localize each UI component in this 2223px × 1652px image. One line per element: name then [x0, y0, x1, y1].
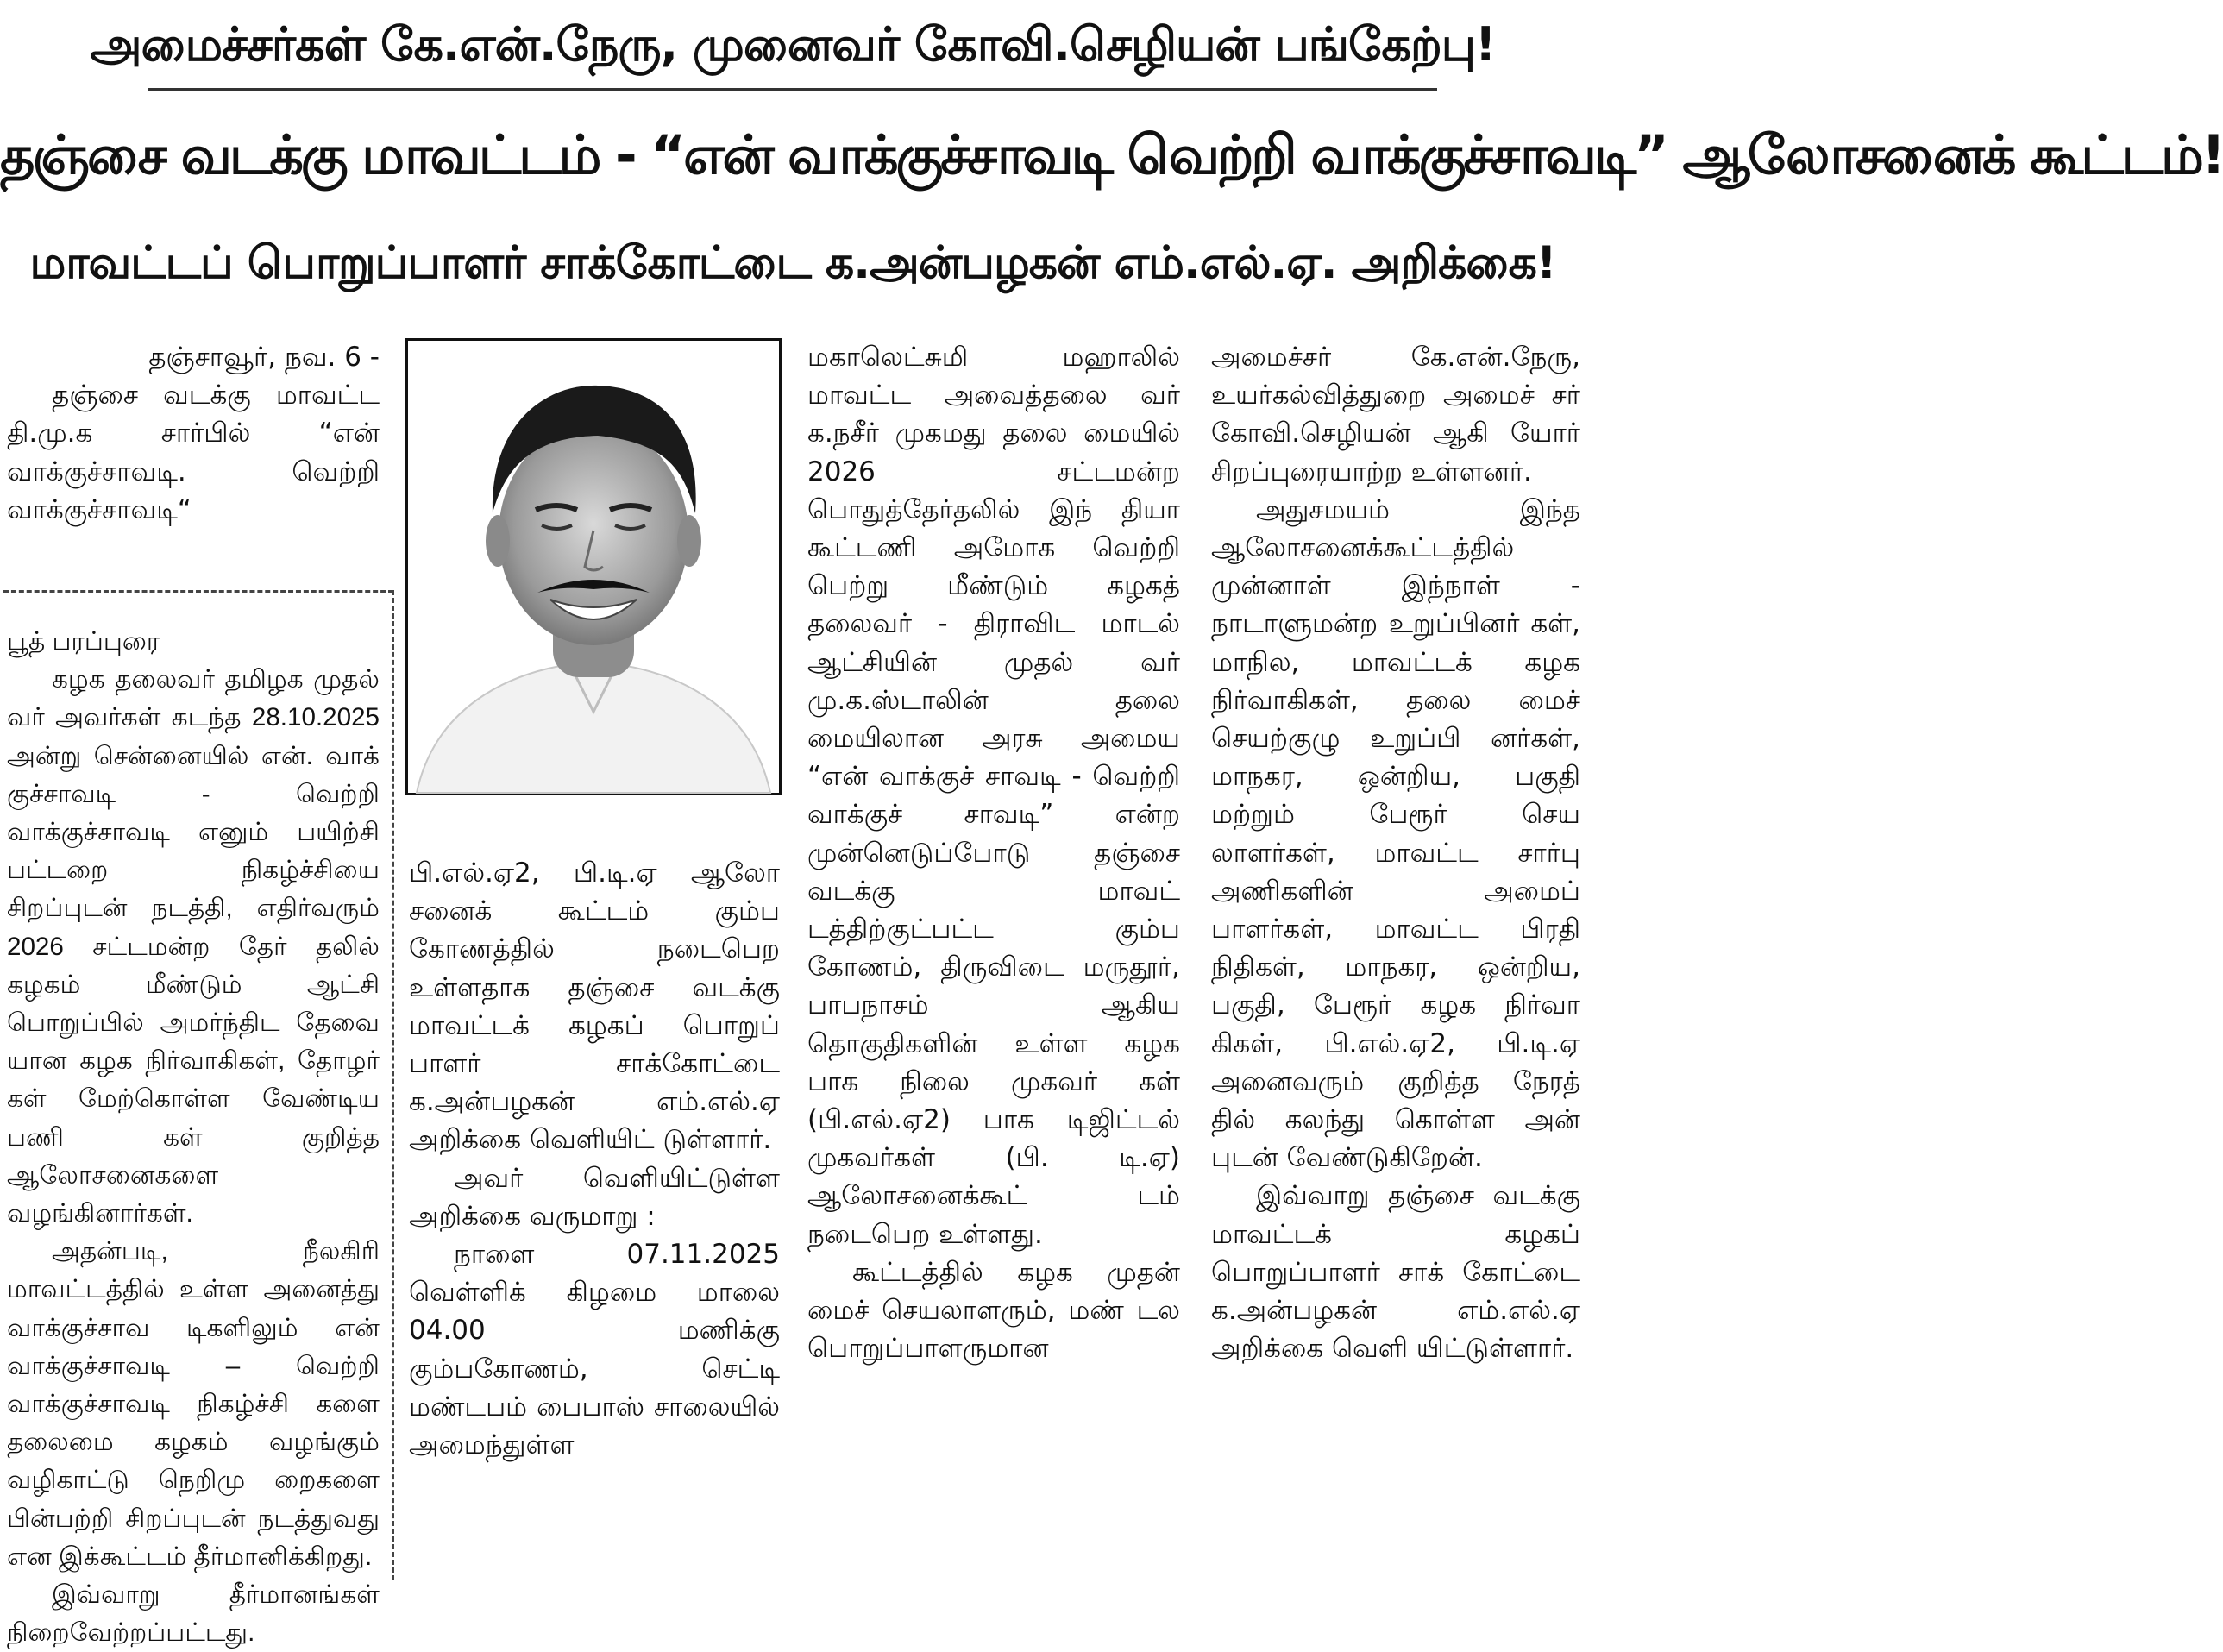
column-3-paragraph: கூட்டத்தில் கழக முதன் மைச் செயலாளரும், மண் டல பொறுப்பாளருமான: [807, 1256, 1180, 1365]
column-1-intro: [7, 338, 380, 564]
headline-rule: [148, 88, 1437, 91]
box-paragraph: இவ்வாறு தீர்மானங்கள் நிறைவேற்றப்பட்டது.: [7, 1580, 380, 1648]
column-4-paragraph: இவ்வாறு தஞ்சை வடக்கு மாவட்டக் கழகப் பொறுப்பாளர் சாக் கோட்டை க.அன்பழகன் எம்.எல்.ஏ அறிக்கை வெளி யிட்டுள்ளார்.: [1211, 1180, 1580, 1365]
box-divider-vertical: [392, 590, 394, 1580]
column-4: [1211, 338, 1580, 1579]
kicker-headline: அமைச்சர்கள் கே.என்.நேரு, முனைவர் கோவி.செழியன் பங்கேற்பு!: [90, 17, 1496, 72]
box-paragraph: அதன்படி, நீலகிரி மாவட்டத்தில் உள்ள அனைத்து வாக்குச்சாவ டிகளிலும் என் வாக்குச்சாவடி – வெற்றி வாக்குச்சாவடி நிகழ்ச்சி களை தலைமை கழகம் வழங்கும் வழிகாட்டு நெறிமு றைகளை பின்பற்றி சிறப்புடன் நடத்துவது என இக்கூட்டம் தீர்மானிக்கிறது.: [7, 1237, 380, 1571]
column-2-paragraph: பி.எல்.ஏ2, பி.டி.ஏ ஆலோ சனைக் கூட்டம் கும்ப கோணத்தில் நடைபெற உள்ளதாக தஞ்சை வடக்கு மாவட்டக் கழகப் பொறுப் பாளர் சாக்கோட்டை க.அன்பழகன் எம்.எல்.ஏ அறிக்கை வெளியிட் டுள்ளார்.: [409, 857, 780, 1156]
box-paragraph: கழக தலைவர் தமிழக முதல் வர் அவர்கள் கடந்த 28.10.2025 அன்று சென்னையில் என். வாக் குச்சாவடி - வெற்றி வாக்குச்சாவடி எனும் பயிற்சி பட்டறை நிகழ்ச்சியை சிறப்புடன் நடத்தி, எதிர்வரும் 2026 சட்டமன்ற தேர் தலில் கழகம் மீண்டும் ஆட்சி பொறுப்பில் அமர்ந்திட தேவை யான கழக நிர்வாகிகள், தோழர் கள் மேற்கொள்ள வேண்டிய பணி கள் குறித்த ஆலோசனைகளை வழங்கினார்கள்.: [7, 665, 380, 1228]
column-2-paragraph: நாளை 07.11.2025 வெள்ளிக் கிழமை மாலை 04.00 மணிக்கு கும்பகோணம், செட்டி மண்டபம் பைபாஸ் சாலையில் அமைந்துள்ள: [409, 1239, 780, 1461]
sub-headline: மாவட்டப் பொறுப்பாளர் சாக்கோட்டை க.அன்பழகன் எம்.எல்.ஏ. அறிக்கை!: [29, 237, 1556, 289]
dateline: தஞ்சாவூர், நவ. 6 -: [148, 342, 380, 373]
box-divider-horizontal: [3, 590, 393, 593]
column-4-paragraph: அமைச்சர் கே.என்.நேரு, உயர்கல்வித்துறை அமைச் சர் கோவி.செழியன் ஆகி யோர் சிறப்புரையாற்ற உள்ளனர்.: [1211, 342, 1580, 487]
box-subheading: பூத் பரப்புரை: [7, 627, 160, 656]
column-4-paragraph: அதுசமயம் இந்த ஆலோசனைக்கூட்டத்தில் முன்னாள் இந்நாள் - நாடாளுமன்ற உறுப்பினர் கள், மாநில, மாவட்டக் கழக நிர்வாகிகள், தலை மைச் செயற்குழு உறுப்பி னர்கள், மாநகர, ஒன்றிய, பகுதி மற்றும் பேரூர் செய லாளர்கள், மாவட்ட சார்பு அணிகளின் அமைப் பாளர்கள், மாவட்ட பிரதி நிதிகள், மாநகர, ஒன்றிய, பகுதி, பேரூர் கழக நிர்வா கிகள், பி.எல்.ஏ2, பி.டி.ஏ அனைவரும் குறித்த நேரத் தில் கலந்து கொள்ள அன் புடன் வேண்டுகிறேன்.: [1211, 493, 1580, 1174]
intro-paragraph: தஞ்சை வடக்கு மாவட்ட தி.மு.க சார்பில் “என் வாக்குச்சாவடி. வெற்றி வாக்குச்சாவடி“: [7, 380, 380, 525]
portrait-photo-icon: [408, 341, 779, 793]
column-2: [409, 854, 780, 1579]
column-1-boxed-story: [7, 623, 380, 1648]
portrait-photo: [405, 338, 782, 795]
column-2-paragraph: அவர் வெளியிட்டுள்ள அறிக்கை வருமாறு :: [409, 1162, 780, 1232]
main-headline: தஞ்சை வடக்கு மாவட்டம் - “என் வாக்குச்சாவடி வெற்றி வாக்குச்சாவடி” ஆலோசனைக் கூட்டம்!: [0, 123, 2223, 186]
column-3: [807, 338, 1180, 1579]
column-3-paragraph: மகாலெட்சுமி மஹாலில் மாவட்ட அவைத்தலை வர் க.நசீர் முகமது தலை மையில் 2026 சட்டமன்ற பொதுத்தேர்தலில் இந் தியா கூட்டணி அமோக வெற்றி பெற்று மீண்டும் கழகத் தலைவர் - திராவிட மாடல் ஆட்சியின் முதல் வர் மு.க.ஸ்டாலின் தலை மையிலான அரசு அமைய “என் வாக்குச் சாவடி - வெற்றி வாக்குச் சாவடி” என்ற முன்னெடுப்போடு தஞ்சை வடக்கு மாவட் டத்திற்குட்பட்ட கும்ப கோணம், திருவிடை மருதூர், பாபநாசம் ஆகிய தொகுதிகளின் உள்ள கழக பாக நிலை முகவர் கள் (பி.எல்.ஏ2) பாக டிஜிட்டல் முகவர்கள் (பி. டி.ஏ) ஆலோசனைக்கூட் டம் நடைபெற உள்ளது.: [807, 342, 1180, 1250]
